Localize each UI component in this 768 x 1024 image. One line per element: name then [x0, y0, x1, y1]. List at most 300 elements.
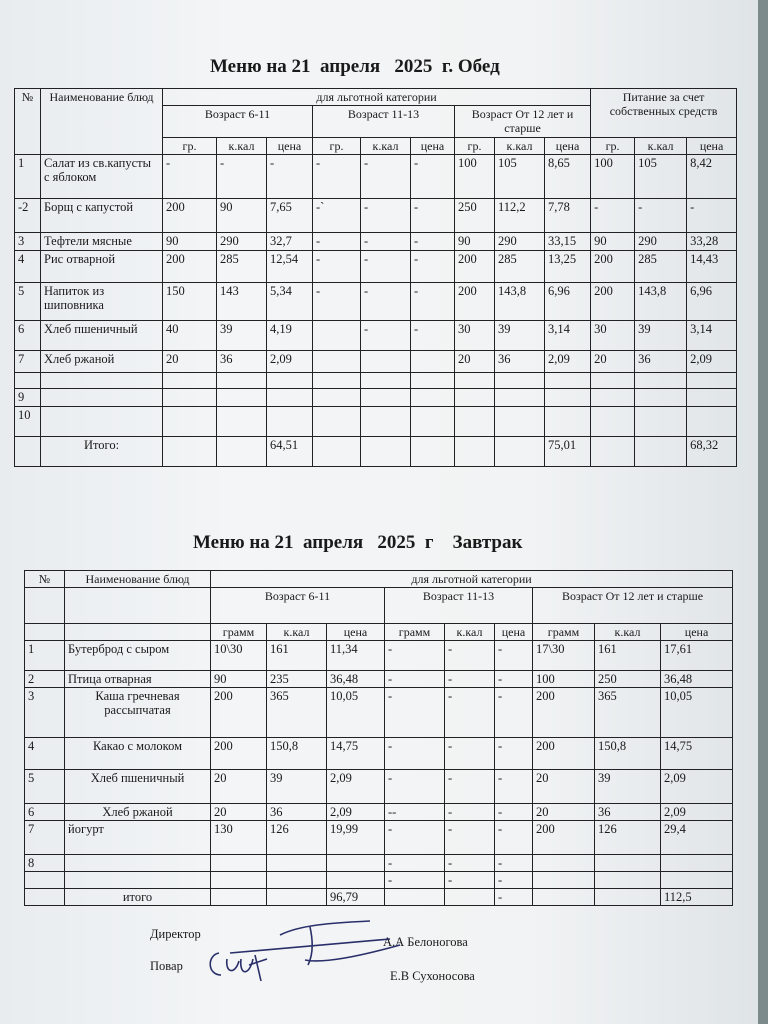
row-number: 6 [25, 804, 65, 821]
cell-value: - [217, 155, 267, 199]
cell-value: 20 [455, 351, 495, 373]
row-number: 1 [25, 641, 65, 671]
age-12-plus-header: Возраст От 12 лет и старше [455, 106, 591, 138]
director-label: Директор [150, 927, 201, 941]
cell-value: 39 [495, 321, 545, 351]
cell-value: 200 [591, 251, 635, 283]
cell-value [267, 373, 313, 389]
cell-value [533, 855, 595, 872]
cell-value [411, 351, 455, 373]
cell-value [687, 373, 737, 389]
cell-value: 10\30 [211, 641, 267, 671]
dish-name: Борщ с капустой [41, 199, 163, 233]
cell-value: 64,51 [267, 437, 313, 467]
cell-value: - [445, 688, 495, 738]
cell-value: - [445, 641, 495, 671]
cell-value: 20 [163, 351, 217, 373]
cell-value: 285 [635, 251, 687, 283]
cell-value [533, 889, 595, 906]
table-row [15, 407, 737, 437]
dish-name: Рис отварной [41, 251, 163, 283]
cell-value [411, 437, 455, 467]
benefit-header: для льготной категории [163, 89, 591, 106]
cell-value: 90 [591, 233, 635, 251]
cell-value: - [385, 688, 445, 738]
cell-value: - [687, 199, 737, 233]
cell-value: 2,09 [661, 804, 733, 821]
cell-value: 36 [217, 351, 267, 373]
age-6-11-header: Возраст 6-11 [211, 588, 385, 624]
row-number [25, 889, 65, 906]
cell-value [635, 437, 687, 467]
cell-value: - [361, 199, 411, 233]
cell-value: - [495, 738, 533, 770]
lunch-title: Меню на 21 апреля 2025 г. Обед [210, 56, 500, 77]
subheader-gr: гр. [591, 138, 635, 155]
cell-value: 105 [495, 155, 545, 199]
cell-value [455, 407, 495, 437]
cell-value [591, 389, 635, 407]
cell-value: 14,43 [687, 251, 737, 283]
cell-value: 285 [217, 251, 267, 283]
row-number: 3 [25, 688, 65, 738]
cell-value: 100 [455, 155, 495, 199]
cell-value: 33,15 [545, 233, 591, 251]
table-row [25, 641, 733, 671]
subheader-gram: грамм [533, 624, 595, 641]
table-row [15, 155, 737, 199]
cell-value: 68,32 [687, 437, 737, 467]
cell-value: - [411, 321, 455, 351]
cell-value: 200 [455, 283, 495, 321]
age-11-13-header: Возраст 11-13 [313, 106, 455, 138]
cell-value: 7,78 [545, 199, 591, 233]
cell-value: - [445, 855, 495, 872]
cell-value: - [385, 821, 445, 855]
cell-value: - [445, 738, 495, 770]
cell-value: 200 [533, 738, 595, 770]
cell-value: - [635, 199, 687, 233]
cell-value: 29,4 [661, 821, 733, 855]
dish-name: Хлеб пшеничный [65, 770, 211, 804]
cell-value: 19,99 [327, 821, 385, 855]
cell-value: 13,25 [545, 251, 591, 283]
cell-value [635, 373, 687, 389]
cell-value: 39 [217, 321, 267, 351]
subheader-price: цена [687, 138, 737, 155]
cell-value [313, 407, 361, 437]
cell-value: 10,05 [327, 688, 385, 738]
cell-value: 285 [495, 251, 545, 283]
cell-value [661, 855, 733, 872]
cell-value: 112,5 [661, 889, 733, 906]
cell-value [591, 407, 635, 437]
cell-value: 7,65 [267, 199, 313, 233]
cell-value: - [385, 738, 445, 770]
cell-value [411, 407, 455, 437]
row-number: 5 [25, 770, 65, 804]
cell-value: 20 [211, 770, 267, 804]
col-name-header: Наименование блюд [65, 571, 211, 588]
table-row [25, 889, 733, 906]
cell-value: 32,7 [267, 233, 313, 251]
dish-name: Хлеб пшеничный [41, 321, 163, 351]
cell-value [591, 373, 635, 389]
table-row [15, 283, 737, 321]
cell-value: - [495, 872, 533, 889]
cell-value [327, 855, 385, 872]
dish-name: итого [65, 889, 211, 906]
cell-value: - [411, 233, 455, 251]
subheader-gr: гр. [455, 138, 495, 155]
table-row [15, 389, 737, 407]
cell-value [267, 889, 327, 906]
dish-name [41, 389, 163, 407]
cell-value: 14,75 [661, 738, 733, 770]
cell-value [313, 437, 361, 467]
cell-value [411, 373, 455, 389]
cell-value: 200 [533, 821, 595, 855]
cell-value: - [313, 233, 361, 251]
row-number: 7 [25, 821, 65, 855]
dish-name: Напиток из шиповника [41, 283, 163, 321]
cell-value: 3,14 [545, 321, 591, 351]
cell-value: - [495, 889, 533, 906]
cell-value [211, 889, 267, 906]
cell-value [455, 437, 495, 467]
subheader-price: цена [545, 138, 591, 155]
cell-value: -` [313, 199, 361, 233]
cell-value: 2,09 [661, 770, 733, 804]
cell-value: 6,96 [545, 283, 591, 321]
cell-value: 8,42 [687, 155, 737, 199]
cook-label: Повар [150, 959, 183, 973]
cell-value: 36 [595, 804, 661, 821]
cell-value [455, 373, 495, 389]
col-name-header: Наименование блюд [41, 89, 163, 155]
cell-value [217, 407, 267, 437]
subheader-price: цена [661, 624, 733, 641]
cell-value [267, 855, 327, 872]
cell-value: - [411, 251, 455, 283]
row-number: 2 [25, 671, 65, 688]
row-number: 5 [15, 283, 41, 321]
cell-value [313, 351, 361, 373]
cell-value: - [445, 821, 495, 855]
row-number: -2 [15, 199, 41, 233]
cell-value: 143,8 [495, 283, 545, 321]
cell-value: - [495, 821, 533, 855]
subheader-kcal: к.кал [217, 138, 267, 155]
dish-name [41, 407, 163, 437]
table-row [15, 199, 737, 233]
age-11-13-header: Возраст 11-13 [385, 588, 533, 624]
cell-value [163, 407, 217, 437]
cell-value: 200 [455, 251, 495, 283]
cell-value: - [495, 855, 533, 872]
dish-name: Каша гречневая рассыпчатая [65, 688, 211, 738]
cell-value: - [313, 155, 361, 199]
dish-name [65, 855, 211, 872]
cell-value: - [445, 770, 495, 804]
cell-value: 290 [495, 233, 545, 251]
cell-value [687, 389, 737, 407]
lunch-table [14, 88, 737, 467]
cell-value: -- [385, 804, 445, 821]
cell-value: 2,09 [687, 351, 737, 373]
cell-value [217, 437, 267, 467]
table-row [25, 821, 733, 855]
subheader-kcal: к.кал [495, 138, 545, 155]
cell-value: 2,09 [327, 770, 385, 804]
cell-value [385, 889, 445, 906]
cook-signature [205, 945, 275, 985]
cell-value: 90 [211, 671, 267, 688]
cell-value: - [313, 251, 361, 283]
cell-value: - [495, 641, 533, 671]
row-number: 4 [25, 738, 65, 770]
empty-cell [65, 588, 211, 624]
cell-value: 40 [163, 321, 217, 351]
cell-value: 161 [595, 641, 661, 671]
empty-cell [25, 624, 65, 641]
cell-value: - [267, 155, 313, 199]
empty-cell [25, 588, 65, 624]
cell-value: 2,09 [327, 804, 385, 821]
subheader-price: цена [267, 138, 313, 155]
table-row [15, 251, 737, 283]
table-row [25, 804, 733, 821]
cell-value: - [411, 199, 455, 233]
cell-value: 39 [635, 321, 687, 351]
subheader-price: цена [411, 138, 455, 155]
cell-value: - [385, 872, 445, 889]
cell-value: 39 [267, 770, 327, 804]
row-number [15, 373, 41, 389]
benefit-header: для льготной категории [211, 571, 733, 588]
subheader-price: цена [495, 624, 533, 641]
cell-value: - [385, 671, 445, 688]
cell-value: 200 [591, 283, 635, 321]
dish-name: Птица отварная [65, 671, 211, 688]
row-number: 1 [15, 155, 41, 199]
cell-value: 200 [163, 251, 217, 283]
cell-value [595, 889, 661, 906]
cell-value: 200 [211, 738, 267, 770]
cell-value: 20 [211, 804, 267, 821]
cell-value: 290 [635, 233, 687, 251]
cell-value: 36 [267, 804, 327, 821]
cell-value [411, 389, 455, 407]
subheader-kcal: к.кал [267, 624, 327, 641]
cell-value: 126 [267, 821, 327, 855]
table-row [25, 770, 733, 804]
cell-value [455, 389, 495, 407]
table-row [15, 321, 737, 351]
subheader-gram: грамм [211, 624, 267, 641]
cell-value: 2,09 [545, 351, 591, 373]
cell-value: 90 [217, 199, 267, 233]
empty-cell [65, 624, 211, 641]
cell-value: - [445, 804, 495, 821]
cell-value: 30 [591, 321, 635, 351]
cell-value: 161 [267, 641, 327, 671]
director-name: А.А Белоногова [383, 935, 468, 949]
subheader-kcal: к.кал [445, 624, 495, 641]
row-number [25, 872, 65, 889]
table-row [15, 351, 737, 373]
cell-value: 250 [455, 199, 495, 233]
row-number [15, 437, 41, 467]
cell-value: 36,48 [661, 671, 733, 688]
subheader-gram: грамм [385, 624, 445, 641]
cell-value [327, 872, 385, 889]
subheader-kcal: к.кал [635, 138, 687, 155]
cell-value: - [495, 770, 533, 804]
cell-value [661, 872, 733, 889]
age-6-11-header: Возраст 6-11 [163, 106, 313, 138]
cell-value: 20 [591, 351, 635, 373]
cell-value: 126 [595, 821, 661, 855]
cell-value: 8,65 [545, 155, 591, 199]
cell-value: 112,2 [495, 199, 545, 233]
cell-value: - [361, 155, 411, 199]
cell-value [445, 889, 495, 906]
cook-name: Е.В Сухоносова [390, 969, 475, 983]
cell-value: - [361, 321, 411, 351]
cell-value: 100 [591, 155, 635, 199]
table-row [25, 738, 733, 770]
cell-value: - [361, 233, 411, 251]
cell-value: 365 [267, 688, 327, 738]
cell-value: - [445, 671, 495, 688]
dish-name: Итого: [41, 437, 163, 467]
cell-value: 39 [595, 770, 661, 804]
dish-name: Бутерброд с сыром [65, 641, 211, 671]
cell-value: 290 [217, 233, 267, 251]
cell-value [591, 437, 635, 467]
cell-value: 75,01 [545, 437, 591, 467]
cell-value: 235 [267, 671, 327, 688]
row-number: 3 [15, 233, 41, 251]
cell-value [211, 872, 267, 889]
col-num-header: № [25, 571, 65, 588]
cell-value [361, 351, 411, 373]
cell-value: 143 [217, 283, 267, 321]
subheader-price: цена [327, 624, 385, 641]
cell-value [361, 389, 411, 407]
cell-value: - [445, 872, 495, 889]
cell-value: 33,28 [687, 233, 737, 251]
row-number: 4 [15, 251, 41, 283]
self-pay-header: Питание за счет собственных средств [591, 89, 737, 138]
table-row [15, 373, 737, 389]
row-number: 6 [15, 321, 41, 351]
cell-value [267, 407, 313, 437]
age-12-plus-header: Возраст От 12 лет и старше [533, 588, 733, 624]
cell-value: 6,96 [687, 283, 737, 321]
dish-name [65, 872, 211, 889]
cell-value: - [313, 283, 361, 321]
subheader-gr: гр. [163, 138, 217, 155]
row-number: 8 [25, 855, 65, 872]
cell-value: 20 [533, 770, 595, 804]
cell-value: 200 [533, 688, 595, 738]
cell-value: 36 [495, 351, 545, 373]
cell-value [267, 872, 327, 889]
subheader-gr: гр. [313, 138, 361, 155]
cell-value [163, 437, 217, 467]
cell-value [313, 389, 361, 407]
cell-value: 36 [635, 351, 687, 373]
cell-value: 11,34 [327, 641, 385, 671]
cell-value [267, 389, 313, 407]
cell-value [595, 855, 661, 872]
cell-value [163, 389, 217, 407]
cell-value: 17,61 [661, 641, 733, 671]
cell-value: 5,34 [267, 283, 313, 321]
cell-value [495, 437, 545, 467]
row-number: 9 [15, 389, 41, 407]
dish-name: Хлеб ржаной [41, 351, 163, 373]
cell-value: - [163, 155, 217, 199]
cell-value [635, 407, 687, 437]
cell-value [495, 389, 545, 407]
cell-value [545, 373, 591, 389]
cell-value: 12,54 [267, 251, 313, 283]
dish-name: Хлеб ржаной [65, 804, 211, 821]
cell-value [313, 373, 361, 389]
cell-value: - [385, 855, 445, 872]
dish-name: Тефтели мясные [41, 233, 163, 251]
cell-value: - [495, 671, 533, 688]
cell-value: 100 [533, 671, 595, 688]
cell-value [635, 389, 687, 407]
cell-value: 200 [211, 688, 267, 738]
dish-name [41, 373, 163, 389]
table-row [25, 688, 733, 738]
cell-value [545, 389, 591, 407]
cell-value: - [411, 283, 455, 321]
cell-value: 96,79 [327, 889, 385, 906]
cell-value: - [361, 283, 411, 321]
cell-value: 3,14 [687, 321, 737, 351]
cell-value [687, 407, 737, 437]
cell-value: 2,09 [267, 351, 313, 373]
col-num-header: № [15, 89, 41, 155]
cell-value: 150 [163, 283, 217, 321]
cell-value: 150,8 [595, 738, 661, 770]
cell-value: 4,19 [267, 321, 313, 351]
cell-value: 200 [163, 199, 217, 233]
cell-value [533, 872, 595, 889]
cell-value [313, 321, 361, 351]
cell-value: 14,75 [327, 738, 385, 770]
table-row [15, 437, 737, 467]
cell-value: - [495, 804, 533, 821]
row-number: 7 [15, 351, 41, 373]
cell-value: 130 [211, 821, 267, 855]
cell-value [361, 373, 411, 389]
cell-value [361, 407, 411, 437]
dish-name: Какао с молоком [65, 738, 211, 770]
cell-value: 90 [455, 233, 495, 251]
cell-value: - [495, 688, 533, 738]
breakfast-title: Меню на 21 апреля 2025 г Завтрак [193, 532, 523, 553]
table-row [15, 233, 737, 251]
cell-value [217, 373, 267, 389]
cell-value: 17\30 [533, 641, 595, 671]
